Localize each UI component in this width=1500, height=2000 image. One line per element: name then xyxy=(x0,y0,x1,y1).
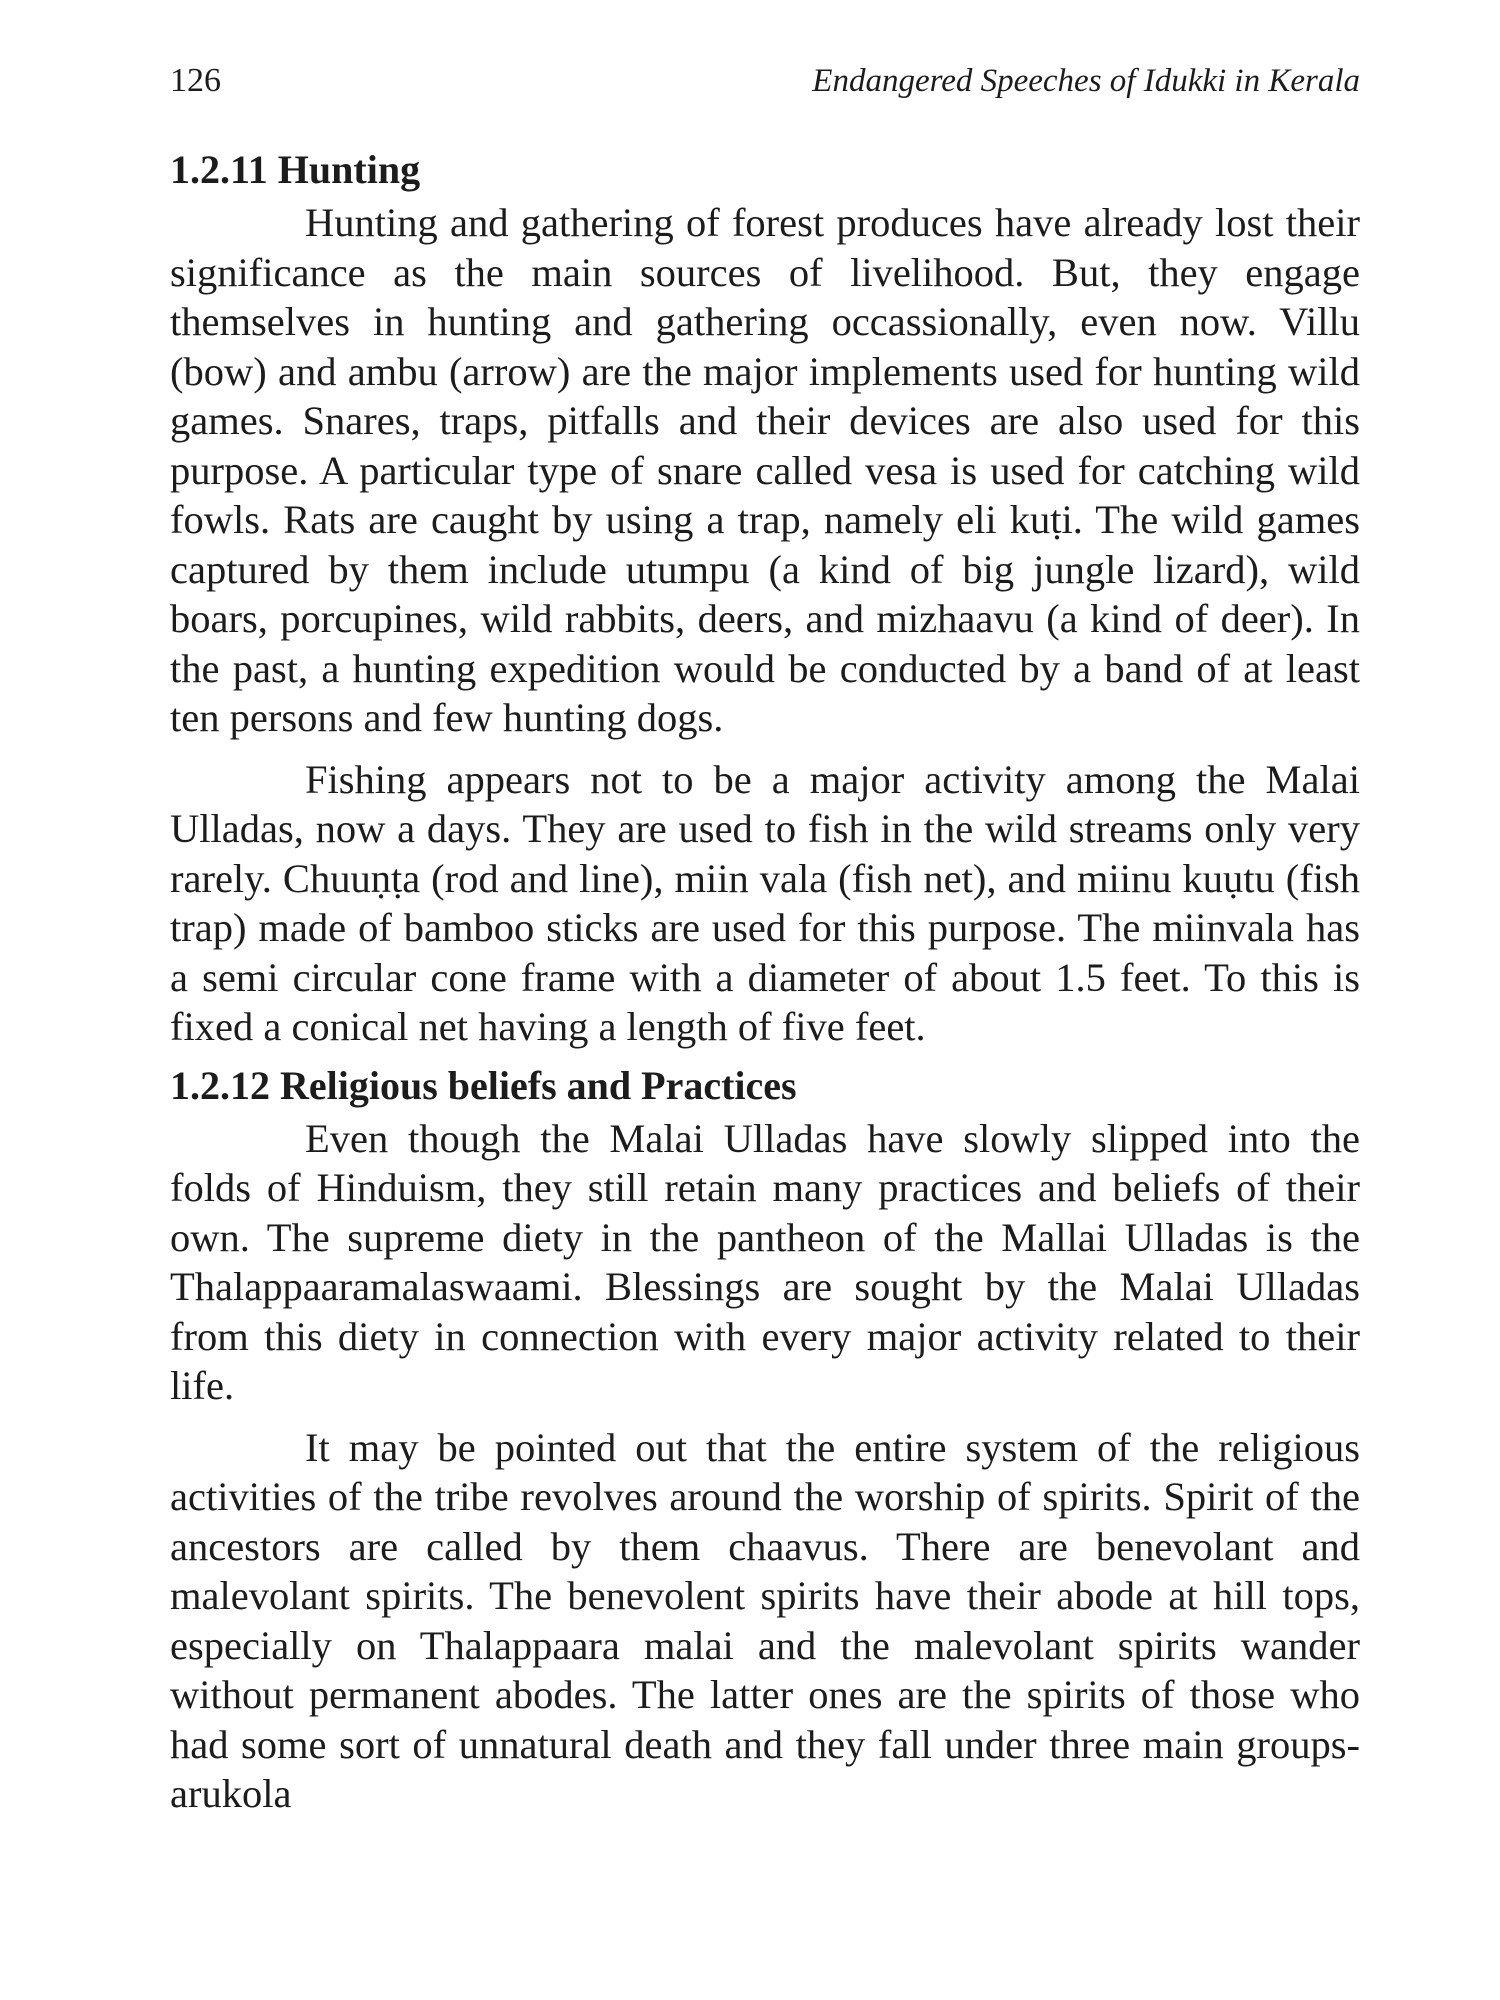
paragraph-fishing: Fishing appears not to be a major activity among the Malai Ulladas, now a days. They are used to fish in the wild streams only very rarely. Chuuṇṭa (rod and line), miin vala (fish net), and miinu kuụtu (fish trap) made of bamboo sticks are used for this purpose. The miinvala has a semi circular cone frame with a diameter of about 1.5 feet. To this is fixed a conical net having a length of five feet. xyxy=(170,756,1360,1049)
section-heading-hunting: 1.2.11 Hunting xyxy=(170,147,421,192)
section-heading-religious-beliefs: 1.2.12 Religious beliefs and Practices xyxy=(170,1062,797,1108)
paragraph-hunting: Hunting and gathering of forest produces have already lost their significance as the main sources of livelihood. But, they engage themselves in hunting and gathering occassionally, even now. Villu (bow) and ambu (arrow) are the major implements used for hunting wild games. Snares, traps, pitfalls and their devices are also used for this purpose. A particular type of snare called vesa is used for catching wild fowls. Rats are caught by using a trap, namely eli kuṭi. The wild games captured by them include utumpu (a kind of big jungle lizard), wild boars, porcupines, wild rabbits, deers, and mizhaavu (a kind of deer). In the past, a hunting expedition would be conducted by a band of at least ten persons and few hunting dogs. xyxy=(170,200,1360,740)
running-title: Endangered Speeches of Idukki in Kerala xyxy=(812,63,1360,99)
page-number: 126 xyxy=(170,62,221,99)
page-body xyxy=(170,142,1360,1819)
paragraph-spirits: It may be pointed out that the entire system of the religious activities of the tribe revolves around the worship of spirits. Spirit of the ancestors are called by them chaavus. There are benevolant and malevolant spirits. The benevolent spirits have their abode at hill tops, especially on Thalappaara malai and the malevolant spirits wander without permanent abodes. The latter ones are the spirits of those who had some sort of unnatural death and they fall under three main groups- arukola xyxy=(170,1424,1360,1816)
running-header xyxy=(170,56,1360,106)
paragraph-hinduism: Even though the Malai Ulladas have slowly slipped into the folds of Hinduism, they still retain many practices and beliefs of their own. The supreme diety in the pantheon of the Mallai Ulladas is the Thalappaaramalaswaami. Blessings are sought by the Malai Ulladas from this diety in connection with every major activity related to their life. xyxy=(170,1115,1360,1408)
